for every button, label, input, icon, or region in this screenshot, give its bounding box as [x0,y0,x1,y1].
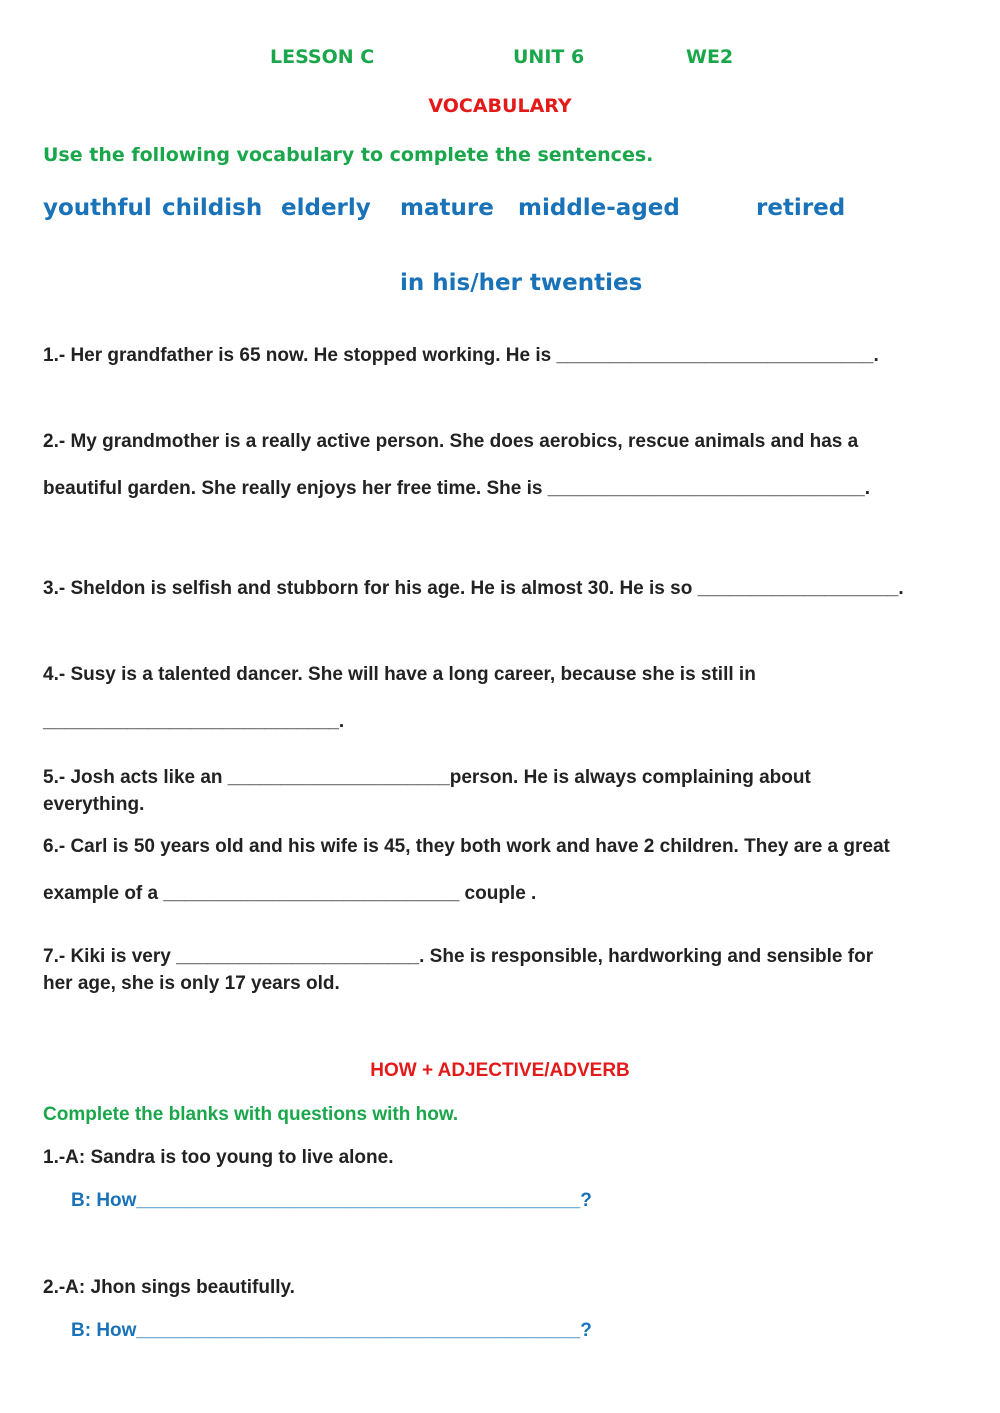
vocab-word-youthful: youthful [43,195,152,221]
sentence-5-line-2: everything. [43,794,145,815]
sentence-6-line-1: 6.- Carl is 50 years old and his wife is 45, they both work and have 2 children. They are a great [43,836,890,857]
lesson-label: LESSON C [270,46,375,68]
sentence-2-line-2: beautiful garden. She really enjoys her free time. She is ______________________________. [43,478,871,499]
sentence-2-line-1: 2.- My grandmother is a really active person. She does aerobics, rescue animals and has a [43,431,859,452]
how-section-title: HOW + ADJECTIVE/ADVERB [370,1060,630,1081]
how-section-instruction: Complete the blanks with questions with how. [43,1104,459,1125]
vocab-word-childish: childish [162,195,263,221]
vocab-word-elderly: elderly [281,195,371,221]
sentence-4-line-2: ____________________________. [43,711,345,732]
how-question-2-a: 2.-A: Jhon sings beautifully. [43,1277,295,1298]
vocab-word-retired: retired [756,195,846,221]
sentence-4-line-1: 4.- Susy is a talented dancer. She will have a long career, because she is still in [43,664,756,685]
vocab-word-twenties: in his/her twenties [400,270,643,296]
how-question-1-b: B: How__________________________________________? [71,1190,592,1211]
how-question-2-b: B: How__________________________________________? [71,1320,592,1341]
vocabulary-instruction: Use the following vocabulary to complete the sentences. [43,144,654,166]
unit-label: UNIT 6 [513,46,585,68]
sentence-7-line-2: her age, she is only 17 years old. [43,973,340,994]
sentence-7-line-1: 7.- Kiki is very _______________________. She is responsible, hardworking and sensible for [43,946,874,967]
sentence-5-line-1: 5.- Josh acts like an _____________________person. He is always complaining about [43,767,811,788]
vocab-word-middle-aged: middle-aged [518,195,680,221]
vocab-word-mature: mature [400,195,494,221]
how-question-1-a: 1.-A: Sandra is too young to live alone. [43,1147,394,1168]
code-label: WE2 [686,46,734,68]
sentence-3: 3.- Sheldon is selfish and stubborn for his age. He is almost 30. He is so ___________________. [43,578,904,599]
sentence-1: 1.- Her grandfather is 65 now. He stopped working. He is ______________________________. [43,345,879,366]
page-title: VOCABULARY [428,95,572,117]
sentence-6-line-2: example of a ____________________________ couple . [43,883,537,904]
